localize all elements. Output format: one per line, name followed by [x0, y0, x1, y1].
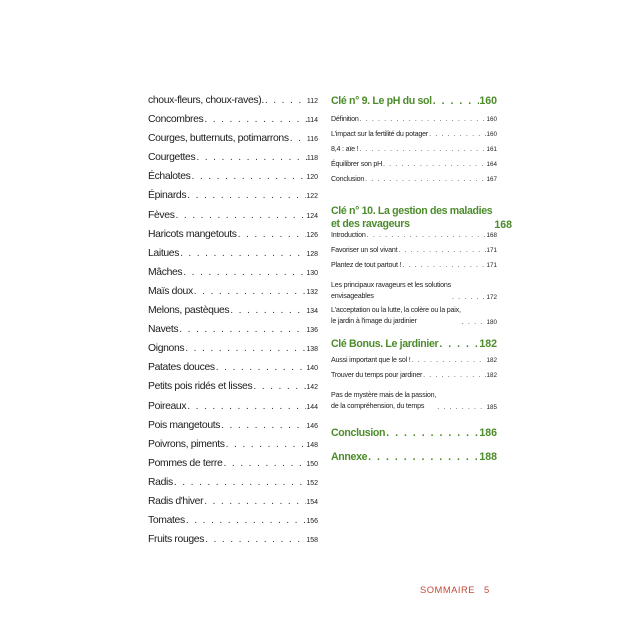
subentry-label-line: de la compréhension, du temps: [331, 401, 425, 410]
leader-dots: [401, 261, 486, 269]
chapter-heading-conclusion[interactable]: [331, 427, 497, 451]
subentry-label: L'impact sur la fertilité du potager: [331, 130, 429, 138]
subentry-label: Trouver du temps pour jardiner: [331, 371, 423, 379]
toc-entry[interactable]: [148, 152, 318, 171]
subentry-page: 160: [486, 116, 497, 123]
toc-entry-label: Concombres: [148, 114, 204, 126]
toc-entry-label: Mâches: [148, 266, 183, 278]
chapter-title: Clé Bonus. Le jardinier: [331, 338, 439, 350]
toc-entry[interactable]: [148, 496, 318, 515]
toc-subentry[interactable]: [331, 160, 497, 175]
toc-entry-label: Navets: [148, 324, 179, 336]
toc-entry[interactable]: [148, 305, 318, 324]
leader-dots: [225, 439, 307, 450]
subentry-page: 167: [486, 176, 497, 183]
toc-subentry[interactable]: [331, 115, 497, 130]
leader-dots: [358, 145, 486, 153]
toc-entry-page: 128: [306, 250, 318, 258]
leader-dots: [173, 477, 306, 488]
leader-dots: [385, 427, 479, 439]
subentry-page: 182: [486, 372, 497, 379]
subentry-label: Conclusion: [331, 175, 365, 183]
subentry-label: 8,4 : aïe !: [331, 145, 359, 153]
leader-dots: [367, 451, 479, 463]
toc-entry[interactable]: [148, 171, 318, 190]
toc-entry-page: 134: [306, 308, 318, 316]
right-toc-column: [331, 95, 512, 473]
toc-entry[interactable]: [148, 248, 318, 267]
leader-dots: [179, 248, 306, 259]
toc-entry-page: 144: [306, 403, 318, 411]
toc-entry-page: 122: [306, 193, 318, 201]
subentry-page: 164: [486, 161, 497, 168]
subentry-label: [331, 305, 461, 326]
leader-dots: [186, 401, 306, 412]
toc-entry[interactable]: [148, 190, 318, 209]
toc-entry-page: 158: [306, 537, 318, 545]
subentry-page: 182: [486, 357, 497, 364]
toc-entry-page: 148: [306, 441, 318, 449]
leader-dots: [185, 515, 306, 526]
toc-entry-label: Laitues: [148, 247, 180, 259]
toc-entry-page: 142: [306, 384, 318, 392]
toc-entry[interactable]: [148, 133, 318, 152]
toc-entry-page: 120: [306, 174, 318, 182]
toc-entry[interactable]: [148, 515, 318, 534]
chapter-title: Conclusion: [331, 427, 386, 439]
chapter-page: 182: [479, 338, 497, 350]
toc-entry-label: Pommes de terre: [148, 457, 223, 469]
toc-entry[interactable]: [148, 324, 318, 343]
leader-dots: [222, 458, 306, 469]
toc-entry-page: 132: [306, 288, 318, 296]
toc-entry[interactable]: [148, 95, 318, 114]
subentry-page: 171: [486, 262, 497, 269]
subentry-label: Équilibrer son pH: [331, 160, 383, 168]
leader-dots: [397, 246, 486, 254]
toc-subentry[interactable]: [331, 231, 497, 246]
leader-dots: [364, 175, 486, 183]
footer-label: SOMMAIRE: [420, 584, 476, 595]
subentry-page: 160: [486, 131, 497, 138]
chapter-title-line: Clé n° 10. La gestion des maladies: [331, 205, 493, 217]
toc-subentry[interactable]: [331, 301, 497, 326]
leader-dots: [182, 267, 306, 278]
toc-entry-label: Poivrons, piments: [148, 438, 225, 450]
toc-entry[interactable]: [148, 458, 318, 477]
subentry-page: 180: [486, 319, 497, 326]
toc-entry-page: 118: [306, 155, 318, 163]
toc-entry-page: 124: [306, 212, 318, 220]
subentry-label-line: Pas de mystère mais de la passion,: [331, 391, 437, 399]
chapter-title: Annexe: [331, 451, 368, 463]
leader-dots: [382, 160, 486, 168]
subentry-page: 168: [486, 232, 497, 239]
toc-entry-label: Tomates: [148, 515, 185, 527]
toc-subentry[interactable]: [331, 175, 497, 190]
leader-dots: [204, 534, 306, 545]
leader-dots: [428, 130, 486, 138]
leader-dots: [461, 318, 487, 326]
page-footer: [420, 584, 490, 595]
subentry-page: 172: [486, 294, 497, 301]
toc-entry-label: Maïs doux: [148, 285, 193, 297]
leader-dots: [215, 362, 307, 373]
chapter-page: 188: [479, 451, 497, 463]
toc-entry-page: 112: [306, 98, 318, 105]
toc-entry-label: choux-fleurs, choux-raves).: [148, 95, 264, 106]
toc-entry-label: Radis: [148, 476, 173, 488]
left-toc-column: [148, 95, 318, 553]
leader-dots: [411, 356, 487, 364]
toc-entry[interactable]: [148, 420, 318, 439]
subentry-label-line: envisageables: [331, 291, 374, 300]
subentry-label: Favoriser un sol vivant: [331, 246, 398, 254]
subentry-page: 161: [486, 146, 497, 153]
toc-entry-label: Poireaux: [148, 400, 187, 412]
subentry-label: [331, 280, 451, 301]
leader-dots: [184, 343, 306, 354]
leader-dots: [438, 338, 479, 350]
subentry-page: 185: [486, 404, 497, 411]
toc-entry[interactable]: [148, 210, 318, 229]
toc-entry-page: 116: [306, 136, 318, 144]
toc-entry-label: Fruits rouges: [148, 534, 205, 546]
leader-dots: [229, 305, 306, 316]
toc-entry-page: 126: [306, 231, 318, 239]
leader-dots: [359, 115, 487, 123]
leader-dots: [175, 210, 307, 221]
leader-dots: [264, 95, 307, 106]
leader-dots: [190, 171, 306, 182]
chapter-page: 168: [494, 219, 512, 231]
toc-entry[interactable]: [148, 439, 318, 458]
toc-subentry[interactable]: [331, 246, 497, 261]
toc-entry-label: Melons, pastèques: [148, 305, 230, 317]
subentry-label-line: Les principaux ravageurs et les solutions: [331, 281, 451, 289]
toc-entry-label: Courges, butternuts, potimarrons: [148, 133, 289, 145]
leader-dots: [289, 133, 307, 144]
chapter-heading[interactable]: [331, 338, 497, 356]
toc-entry-label: Pois mangetouts: [148, 419, 221, 431]
toc-entry-page: 130: [306, 269, 318, 277]
leader-dots: [451, 293, 487, 301]
leader-dots: [237, 229, 307, 240]
subentry-label: [331, 390, 436, 411]
toc-entry-page: 140: [306, 365, 318, 373]
subentry-label: Aussi important que le sol !: [331, 356, 411, 364]
toc-entry[interactable]: [148, 114, 318, 133]
leader-dots: [186, 190, 306, 201]
toc-subentry[interactable]: [331, 386, 497, 411]
chapter-title: Clé n° 9. Le pH du sol: [331, 95, 432, 107]
chapter-heading-annexe[interactable]: [331, 451, 497, 473]
toc-entry-label: Radis d'hiver: [148, 495, 204, 507]
toc-subentry[interactable]: [331, 356, 497, 371]
leader-dots: [220, 420, 306, 431]
toc-entry[interactable]: [148, 534, 318, 553]
toc-entry-page: 152: [306, 479, 318, 487]
leader-dots: [252, 381, 306, 392]
toc-entry-page: 146: [306, 422, 318, 430]
subentry-label-line: L'acceptation ou la lutte, la colère ou la paix,: [331, 306, 461, 314]
toc-entry-page: 156: [306, 518, 318, 526]
leader-dots: [195, 152, 307, 163]
toc-subentry[interactable]: [331, 371, 497, 386]
toc-entry-label: Petits pois ridés et lisses: [148, 381, 253, 393]
page-number: 5: [484, 584, 490, 595]
toc-entry[interactable]: [148, 343, 318, 362]
toc-entry-label: Haricots mangetouts: [148, 228, 237, 240]
toc-entry-page: 138: [306, 346, 318, 354]
leader-dots: [193, 286, 307, 297]
chapter-heading[interactable]: [331, 95, 497, 115]
toc-entry-page: 150: [306, 460, 318, 468]
toc-entry[interactable]: [148, 401, 318, 420]
leader-dots: [366, 231, 487, 239]
toc-entry[interactable]: [148, 286, 318, 305]
toc-entry-label: Épinards: [148, 190, 187, 202]
toc-subentry[interactable]: [331, 276, 497, 301]
leader-dots: [178, 324, 306, 335]
toc-entry-page: 136: [306, 327, 318, 335]
toc-entry-label: Fèves: [148, 209, 175, 221]
leader-dots: [422, 371, 486, 379]
leader-dots: [203, 114, 306, 125]
subentry-label: Introduction: [331, 231, 366, 239]
toc-entry[interactable]: [148, 381, 318, 400]
toc-entry[interactable]: [148, 362, 318, 381]
toc-entry-page: 114: [306, 117, 318, 125]
toc-entry-label: Courgettes: [148, 152, 196, 164]
toc-entry-label: Échalotes: [148, 171, 191, 183]
chapter-title-line: et des ravageurs: [331, 218, 410, 230]
chapter-page: 186: [479, 427, 497, 439]
subentry-label: Définition: [331, 115, 359, 123]
chapter-page: 160: [479, 95, 497, 107]
toc-subentry[interactable]: [331, 130, 497, 145]
leader-dots: [436, 403, 486, 411]
subentry-label-line: le jardin à l'image du jardinier: [331, 316, 417, 325]
toc-entry-label: Patates douces: [148, 362, 215, 374]
toc-entry[interactable]: [148, 477, 318, 496]
toc-subentry[interactable]: [331, 261, 497, 276]
toc-entry-page: 154: [306, 498, 318, 506]
subentry-label: Plantez de tout partout !: [331, 261, 402, 269]
toc-subentry[interactable]: [331, 145, 497, 160]
leader-dots: [432, 95, 480, 107]
toc-entry[interactable]: [148, 229, 318, 248]
subentry-page: 171: [486, 247, 497, 254]
chapter-heading[interactable]: [331, 203, 512, 231]
chapter-title: [331, 205, 492, 231]
toc-entry-label: Oignons: [148, 343, 185, 355]
leader-dots: [203, 496, 306, 507]
toc-entry[interactable]: [148, 267, 318, 286]
